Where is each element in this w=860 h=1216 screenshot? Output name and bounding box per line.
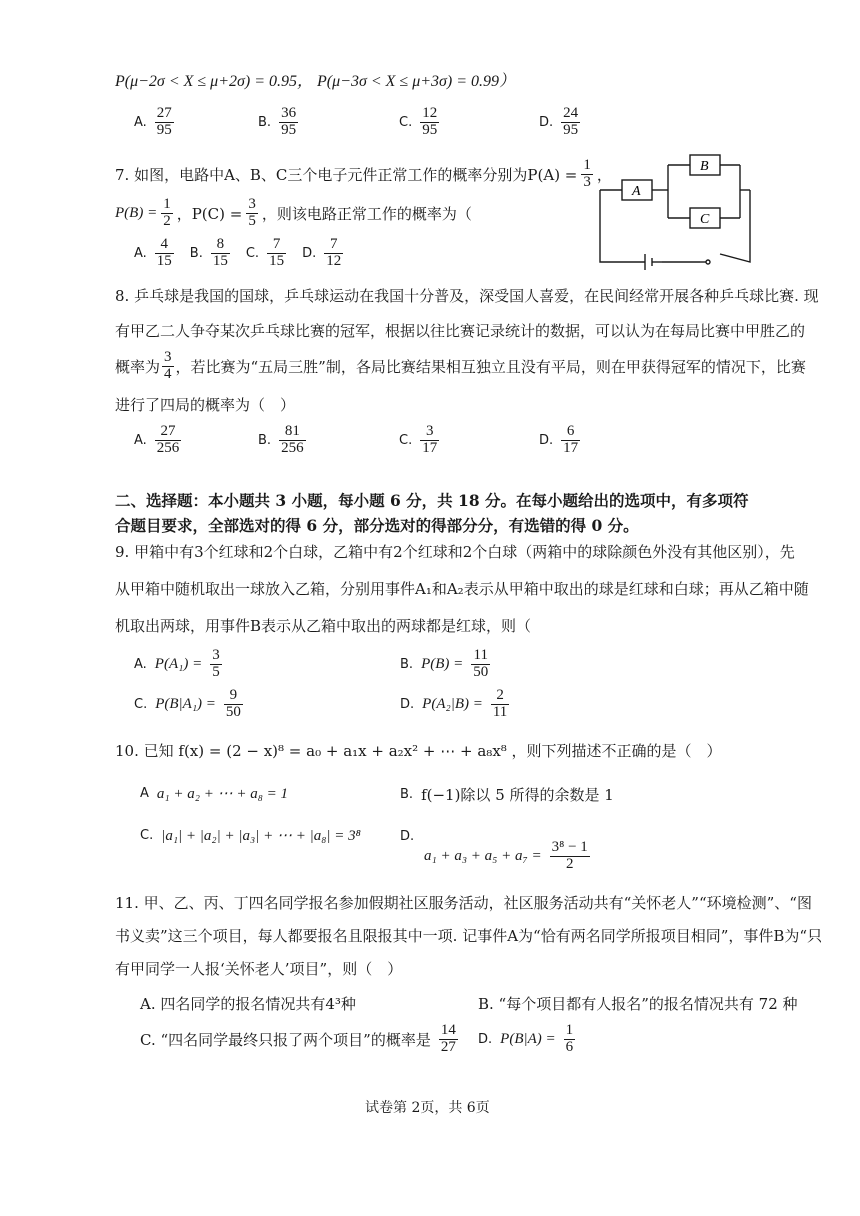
q10-option-d-formula: a₁ + a₃ + a₅ + a₇ = $\frac{\text{3⁸ − 1}}{2}$ [424,839,588,872]
q11-option-c: C. “四名同学最终只报了两个项目”的概率是 $\frac{14}{27}$ [140,1022,456,1055]
q11-option-b: B. “每个项目都有人报名”的报名情况共有 72 种 [478,995,798,1013]
circuit-switch-wire [720,190,750,262]
q6-option-a: A. $\frac{27}{95}$ [134,105,172,138]
q8-line1: 8. 乒乓球是我国的国球，乒乓球运动在我国十分普及，深受国人喜爱，在民间经常开展各种乒乓球比赛. 现 [115,287,819,305]
q8-line2: 有甲乙二人争夺某次乒乓球比赛的冠军，根据以往比赛记录统计的数据，可以认为在每局比赛中甲胜乙的 [115,322,806,340]
q9-line2: 从甲箱中随机取出一球放入乙箱，分别用事件A₁和A₂表示从甲箱中取出的球是红球和白球；再从乙箱中随 [115,580,809,598]
q10-option-a: A a₁ + a₂ + ⋯ + a₈ = 1 [140,786,289,802]
q7-option-d: D. $\frac{7}{12}$ [302,236,342,269]
switch-contact [706,260,710,264]
circuit-wire-left [600,190,645,262]
fraction: $\frac{36}{95}$ [281,105,297,138]
q9-option-a: A. P(A₁) = $\frac{3}{5}$ [134,647,220,680]
q10-option-c: C. |a₁| + |a₂| + |a₃| + ⋯ + |a₈| = 3⁸ [140,828,361,844]
circuit-diagram [590,150,765,275]
q6-formula-line: P(μ−2σ < X ≤ μ+2σ) = 0.95， P(μ−3σ < X ≤ μ+3σ) = 0.99） [115,73,516,90]
fraction: $\frac{1}{2}$ [163,196,171,229]
section-heading-line1: 二、选择题：本小题共 3 小题，每小题 6 分，共 18 分。在每小题给出的选项中，有多项符 [115,491,749,510]
fraction: $\frac{3}{5}$ [248,196,256,229]
q7-option-b: B. $\frac{8}{15}$ [189,236,228,269]
component-b-label: B [700,159,709,174]
q8-line3: 概率为 $\frac{3}{4}$ ，若比赛为“五局三胜”制，各局比赛结果相互独立且没有平局，则在甲获得冠军的情况下，比赛 [115,349,806,382]
q8-option-c: C. $\frac{3}{17}$ [399,423,438,456]
fraction: $\frac{3}{4}$ [164,349,172,382]
q7-option-a: A. $\frac{4}{15}$ [134,236,172,269]
section-heading-line2: 合题目要求，全部选对的得 6 分，部分选对的得部分分，有选错的得 0 分。 [115,516,639,535]
q8-line4: 进行了四局的概率为（ ） [115,396,296,414]
q9-line3: 机取出两球，用事件B表示从乙箱中取出的两球都是红球，则（ [115,617,532,635]
q11-line3: 有甲同学一人报‘关怀老人’项目”，则（ ） [115,960,403,978]
q11-option-a: A. 四名同学的报名情况共有4³种 [140,995,356,1013]
fraction: $\frac{24}{95}$ [563,105,579,138]
q6-option-c: C. $\frac{12}{95}$ [399,105,438,138]
q11-line2: 书义卖”这三个项目，每人都要报名且限报其中一项. 记事件A为“恰有两名同学所报项目相同”，事件B为“只 [115,927,823,945]
q8-option-a: A. $\frac{27}{256}$ [134,423,180,456]
q10-line1: 10. 已知 f(x) = (2 − x)⁸ = a₀ + a₁x + a₂x² + ⋯ + a₈x⁸ ，则下列描述不正确的是（ ） [115,742,722,760]
q6-option-b: B. $\frac{36}{95}$ [258,105,297,138]
q9-option-b: B. P(B) = $\frac{11}{50}$ [400,647,489,680]
q8-option-b: B. $\frac{81}{256}$ [258,423,304,456]
q9-option-c: C. P(B|A₁) = $\frac{9}{50}$ [134,687,241,720]
q10-option-d: D. [400,829,415,844]
q9-option-d: D. P(A₂|B) = $\frac{2}{11}$ [400,687,508,720]
q7-line1: 7. 如图，电路中A、B、C三个电子元件正常工作的概率分别为P(A) = $\frac{1}{3}$ ， [115,157,612,190]
q11-option-d: D. P(B|A) = $\frac{1}{6}$ [478,1022,574,1055]
q7-line2: P(B) = $\frac{1}{2}$ ，P(C) = $\frac{3}{5}$ ，则该电路正常工作的概率为（ [115,196,472,229]
fraction: $\frac{12}{95}$ [422,105,438,138]
q10-option-b: B. f(−1)除以 5 所得的余数是 1 [400,786,614,804]
page-footer: 试卷第 2页，共 6页 [365,1100,490,1116]
q6-option-d: D. $\frac{24}{95}$ [539,105,579,138]
fraction: $\frac{1}{3}$ [583,157,591,190]
q7-options [134,237,343,270]
fraction: $\frac{27}{95}$ [156,105,172,138]
q9-line1: 9. 甲箱中有3个红球和2个白球，乙箱中有2个红球和2个白球（两箱中的球除颜色外没有其他区别），先 [115,543,795,561]
q11-line1: 11. 甲、乙、丙、丁四名同学报名参加假期社区服务活动，社区服务活动共有“关怀老人”“环境检测”、“图 [115,894,812,912]
component-a-label: A [632,184,641,199]
q8-option-d: D. $\frac{6}{17}$ [539,423,579,456]
q7-option-c: C. $\frac{7}{15}$ [245,236,285,269]
component-c-label: C [700,212,710,227]
